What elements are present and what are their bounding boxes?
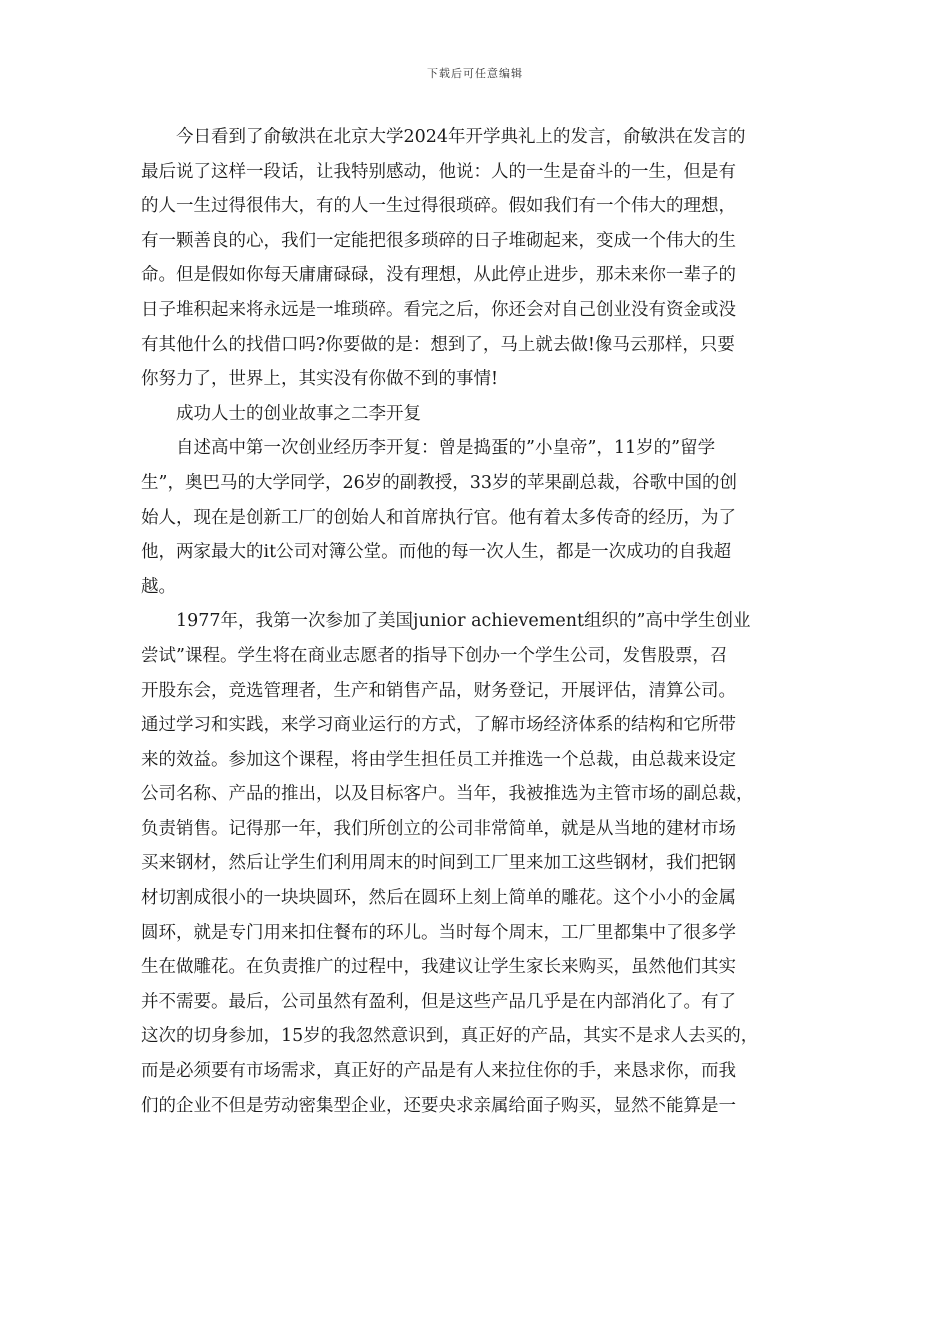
text-line: 这次的切身参加，15岁的我忽然意识到，真正好的产品，其实不是求人去买的， (141, 1026, 759, 1047)
text-line: 圆环，就是专门用来扣住餐布的环儿。当时每个周末，工厂里都集中了很多学 (141, 922, 736, 943)
page-header: 下载后可任意编辑 (427, 67, 523, 80)
text-line: 生”，奥巴马的大学同学，26岁的副教授，33岁的苹果副总裁，谷歌中国的创 (141, 472, 737, 493)
text-line: 买来钢材，然后让学生们利用周末的时间到工厂里来加工这些钢材，我们把钢 (141, 853, 736, 874)
text-line: 1977年，我第一次参加了美国junior achievement组织的”高中学生创业 (176, 611, 751, 632)
document-body (141, 120, 831, 1123)
text-line: 有一颗善良的心，我们一定能把很多琐碎的日子堆砌起来，变成一个伟大的生 (141, 230, 736, 251)
text-line: 公司名称、产品的推出，以及目标客户。当年，我被推选为主管市场的副总裁， (141, 784, 754, 805)
text-line: 们的企业不但是劳动密集型企业，还要央求亲属给面子购买，显然不能算是一 (141, 1095, 736, 1116)
text-line: 而是必须要有市场需求，真正好的产品是有人来拉住你的手，来恳求你，而我 (141, 1061, 736, 1082)
text-line: 尝试”课程。学生将在商业志愿者的指导下创办一个学生公司，发售股票，召 (141, 645, 728, 666)
text-line: 今日看到了俞敏洪在北京大学2024年开学典礼上的发言，俞敏洪在发言的 (176, 127, 746, 147)
text-line: 他，两家最大的it公司对簿公堂。而他的每一次人生，都是一次成功的自我超 (141, 542, 732, 563)
text-line: 你努力了，世界上，其实没有你做不到的事情! (141, 369, 499, 390)
text-line: 材切割成很小的一块块圆环，然后在圆环上刻上简单的雕花。这个小小的金属 (141, 888, 736, 909)
text-line: 命。但是假如你每天庸庸碌碌，没有理想，从此停止进步，那未来你一辈子的 (141, 265, 736, 286)
text-line: 开股东会，竞选管理者，生产和销售产品，财务登记，开展评估，清算公司。 (141, 680, 736, 701)
text-line: 通过学习和实践，来学习商业运行的方式，了解市场经济体系的结构和它所带 (141, 715, 736, 736)
text-line: 最后说了这样一段话，让我特别感动，他说：人的一生是奋斗的一生，但是有 (141, 161, 736, 182)
text-line: 越。 (141, 576, 176, 597)
text-line: 始人，现在是创新工厂的创始人和首席执行官。他有着太多传奇的经历，为了 (141, 507, 736, 528)
text-line: 有其他什么的找借口吗?你要做的是：想到了，马上就去做!像马云那样，只要 (141, 334, 735, 355)
section-heading: 成功人士的创业故事之二李开复 (176, 403, 421, 424)
text-line: 自述高中第一次创业经历李开复：曾是捣蛋的”小皇帝”，11岁的”留学 (176, 438, 716, 459)
text-line: 并不需要。最后，公司虽然有盈利，但是这些产品几乎是在内部消化了。有了 (141, 991, 736, 1012)
text-line: 负责销售。记得那一年，我们所创立的公司非常简单，就是从当地的建材市场 (141, 818, 736, 839)
text-line: 来的效益。参加这个课程，将由学生担任员工并推选一个总裁，由总裁来设定 (141, 749, 736, 770)
text-line: 的人一生过得很伟大，有的人一生过得很琐碎。假如我们有一个伟大的理想， (141, 196, 736, 217)
text-line: 生在做雕花。在负责推广的过程中，我建议让学生家长来购买，虽然他们其实 (141, 957, 736, 978)
text-line: 日子堆积起来将永远是一堆琐碎。看完之后，你还会对自己创业没有资金或没 (141, 299, 736, 320)
